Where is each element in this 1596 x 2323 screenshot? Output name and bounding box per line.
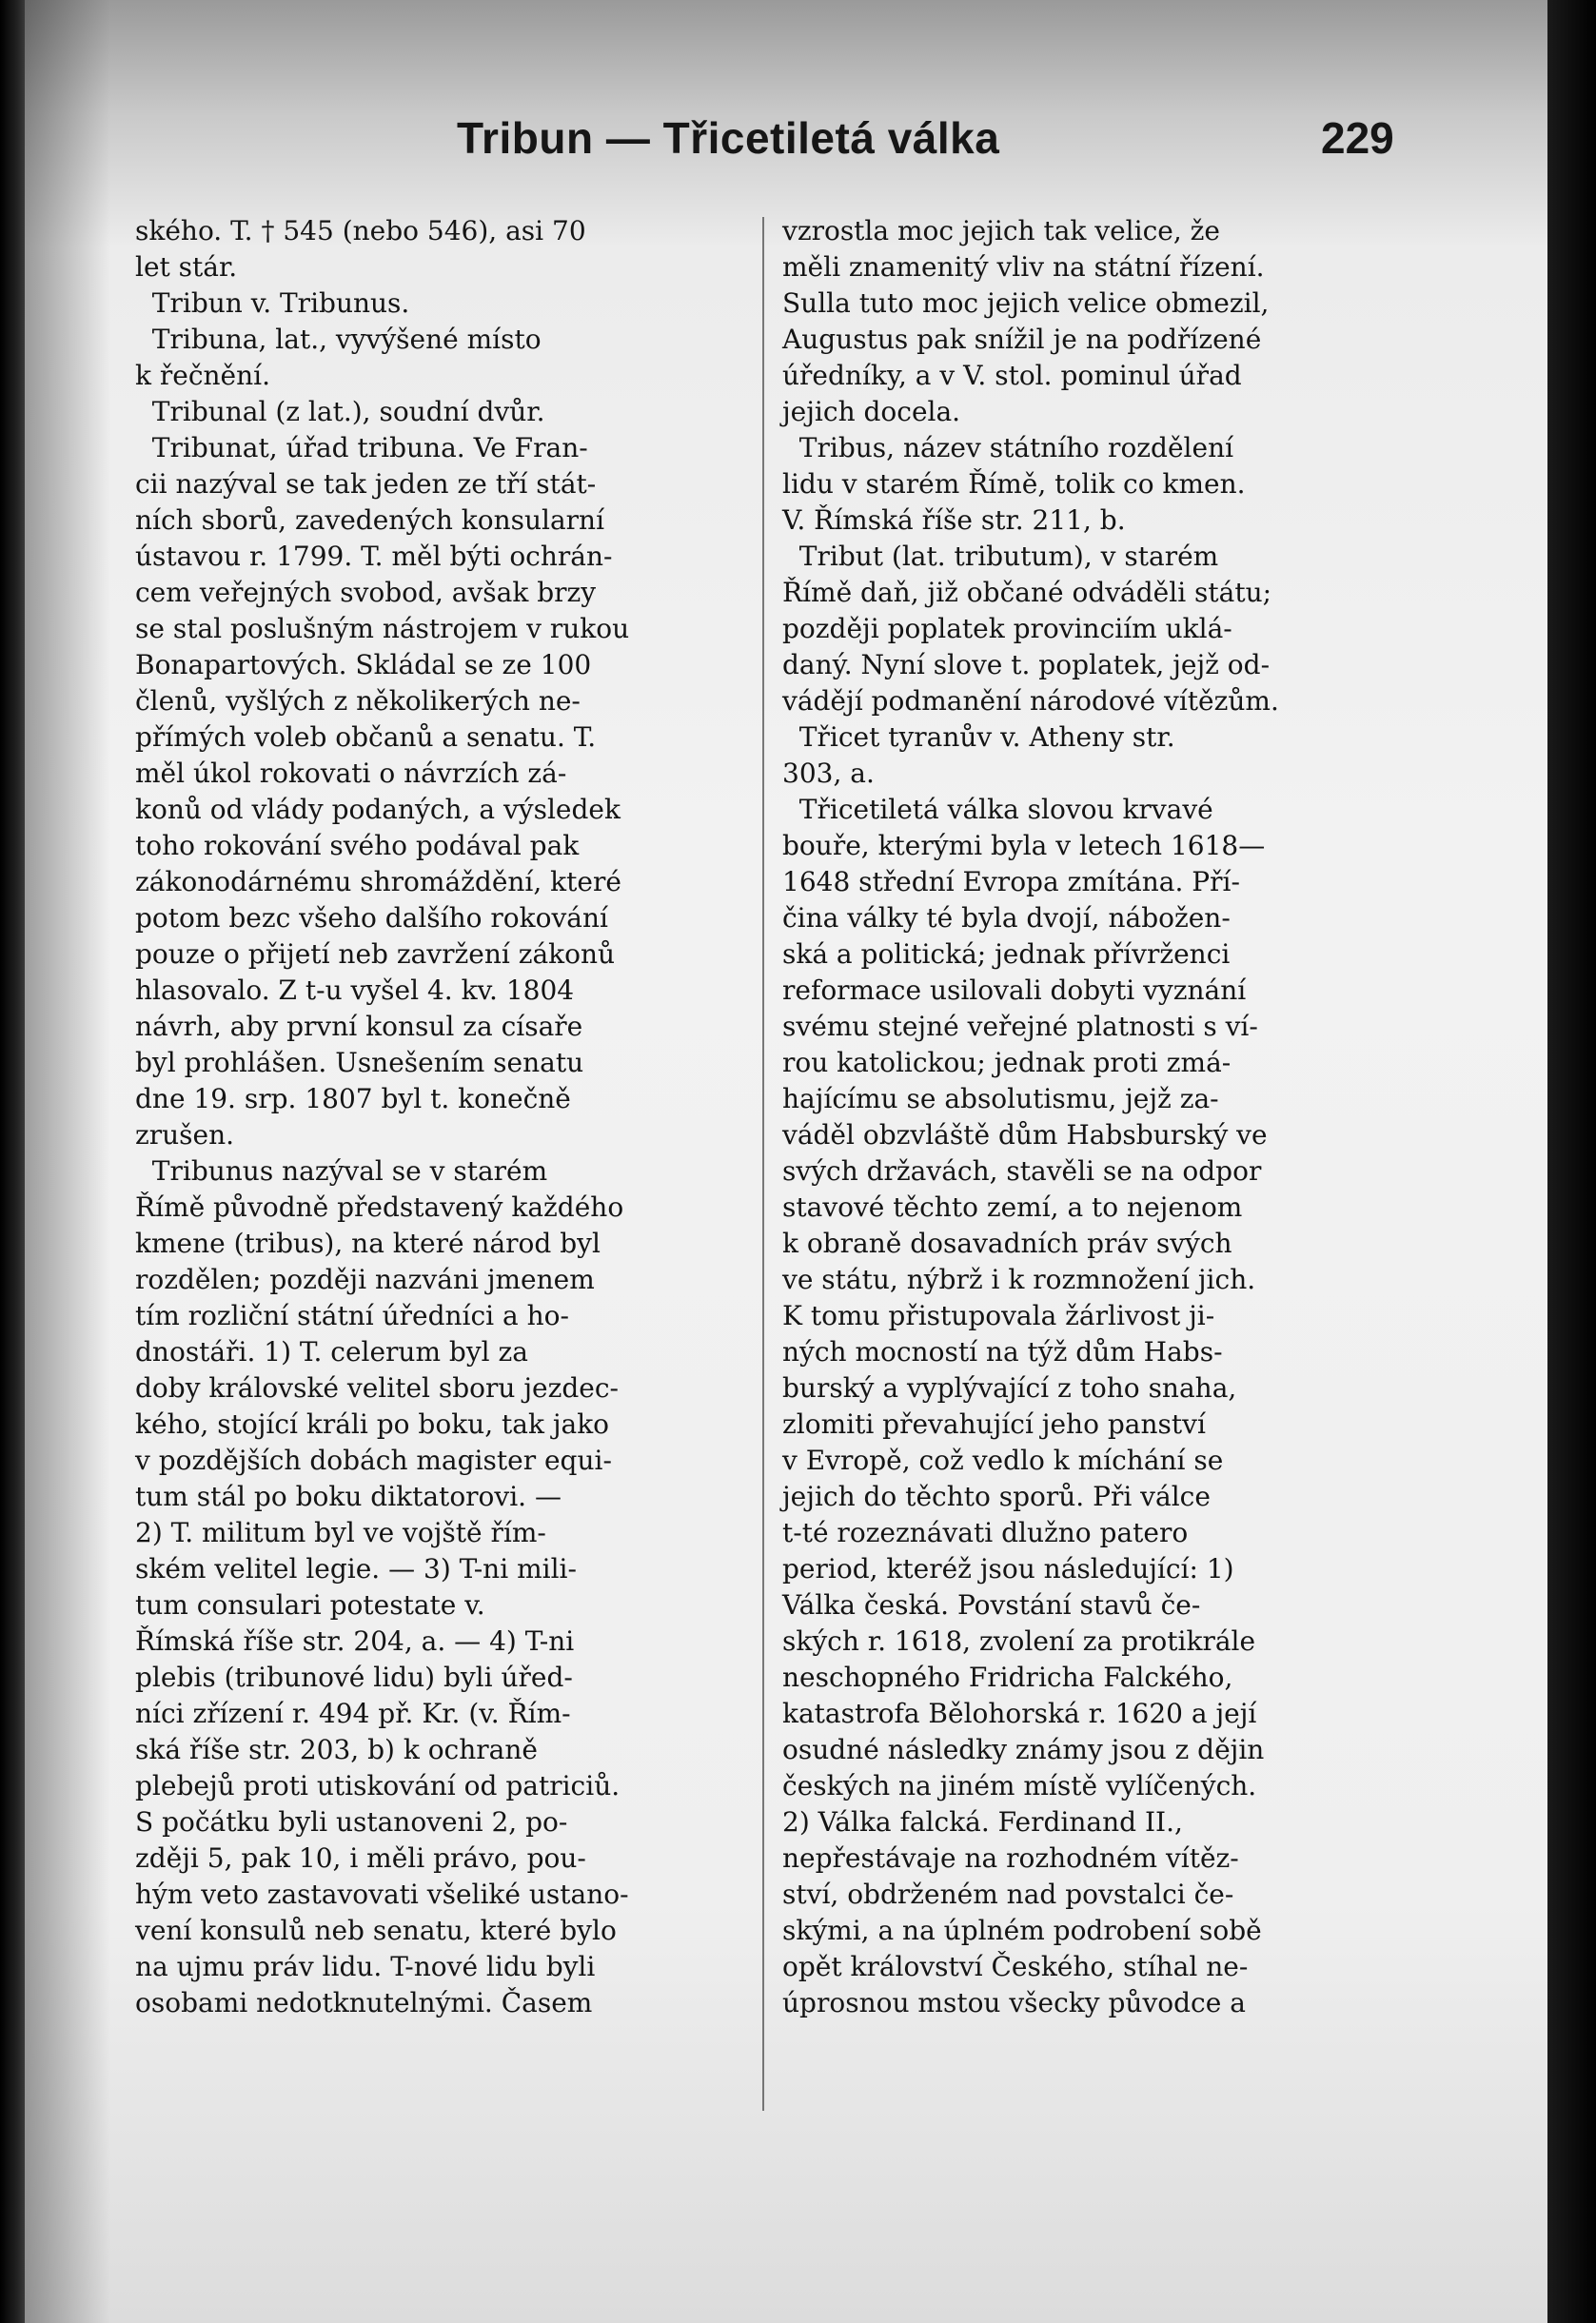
text-line: toho rokování svého podával pak <box>135 830 580 861</box>
text-line: K tomu přistupovala žárlivost ji- <box>782 1300 1215 1331</box>
text-line: ve státu, nýbrž i k rozmnožení jich. <box>782 1264 1256 1295</box>
text-line: Třicet tyranův v. Atheny str. <box>782 721 1175 753</box>
left-text-column <box>135 213 763 2021</box>
text-line: návrh, aby první konsul za císaře <box>135 1011 583 1042</box>
text-line: tum stál po boku diktatorovi. — <box>135 1481 562 1512</box>
text-line: českých na jiném místě vylíčených. <box>782 1770 1257 1801</box>
text-line: rozdělen; později nazváni jmenem <box>135 1264 595 1295</box>
text-line: S počátku byli ustanoveni 2, po- <box>135 1806 568 1838</box>
text-line: Římská říše str. 204, a. — 4) T-ni <box>135 1625 575 1657</box>
text-line: svému stejné veřejné platnosti s ví- <box>782 1011 1258 1042</box>
page-gutter-shadow <box>25 0 110 2323</box>
right-text-column <box>782 213 1410 2021</box>
text-line: pouze o přijetí neb zavržení zákonů <box>135 938 616 970</box>
text-line: period, kteréž jsou následující: 1) <box>782 1553 1234 1585</box>
text-line: cem veřejných svobod, avšak brzy <box>135 577 597 608</box>
text-line: kmene (tribus), na které národ byl <box>135 1228 601 1259</box>
text-line: 2) T. militum byl ve vojště řím- <box>135 1517 546 1548</box>
text-line: se stal poslušným nástrojem v rukou <box>135 613 630 644</box>
text-line: let stár. <box>135 251 238 283</box>
text-line: ústavou r. 1799. T. měl býti ochrán- <box>135 541 613 572</box>
text-line: v Evropě, což vedlo k míchání se <box>782 1445 1224 1476</box>
text-line: Augustus pak snížil je na podřízené <box>782 324 1262 355</box>
page-number: 229 <box>1321 113 1394 163</box>
column-divider <box>762 217 764 2111</box>
text-line: měli znamenitý vliv na státní řízení. <box>782 251 1265 283</box>
text-line: lidu v starém Římě, tolik co kmen. <box>782 468 1246 500</box>
text-line: burský a vyplývající z toho snaha, <box>782 1372 1237 1404</box>
text-line: Sulla tuto moc jejich velice obmezil, <box>782 287 1270 319</box>
text-line: t-té rozeznávati dlužno patero <box>782 1517 1189 1548</box>
scan-border-right <box>1547 0 1596 2323</box>
text-line: 2) Válka falcká. Ferdinand II., <box>782 1806 1183 1838</box>
text-line: Tribunus nazýval se v starém <box>135 1155 548 1187</box>
text-line: stavové těchto zemí, a to nejenom <box>782 1191 1243 1223</box>
text-line: hlasovalo. Z t-u vyšel 4. kv. 1804 <box>135 974 575 1006</box>
text-line: neschopného Fridricha Falckého, <box>782 1662 1233 1693</box>
text-line: doby královské velitel sboru jezdec- <box>135 1372 619 1404</box>
text-line: Tribun v. Tribunus. <box>135 287 410 319</box>
text-line: ných mocností na týž dům Habs- <box>782 1336 1223 1368</box>
text-line: níci zřízení r. 494 př. Kr. (v. Řím- <box>135 1698 571 1729</box>
running-header: Tribun — Třicetiletá válka <box>457 113 1000 163</box>
text-line: Tribunal (z lat.), soudní dvůr. <box>135 396 545 427</box>
text-line: reformace usilovali dobyti vyznání <box>782 974 1247 1006</box>
text-line: hajícímu se absolutismu, jejž za- <box>782 1083 1219 1114</box>
text-line: tím rozliční státní úředníci a ho- <box>135 1300 569 1331</box>
text-line: měl úkol rokovati o návrzích zá- <box>135 758 567 789</box>
text-line: úprosnou mstou všecky původce a <box>782 1987 1246 2018</box>
text-line: ském velitel legie. — 3) T-ni mili- <box>135 1553 577 1585</box>
text-line: dnostáři. 1) T. celerum byl za <box>135 1336 528 1368</box>
text-line: ních sborů, zavedených konsularní <box>135 504 605 536</box>
text-line: zrušen. <box>135 1119 235 1151</box>
text-line: 303, a. <box>782 758 875 789</box>
text-line: později poplatek provinciím uklá- <box>782 613 1232 644</box>
text-line: osudné následky známy jsou z dějin <box>782 1734 1265 1765</box>
text-line: v pozdějších dobách magister equi- <box>135 1445 612 1476</box>
text-line: osobami nedotknutelnými. Časem <box>135 1987 593 2018</box>
text-line: Římě původně představený každého <box>135 1191 624 1223</box>
text-line: vení konsulů neb senatu, které bylo <box>135 1915 617 1946</box>
text-line: potom bezc všeho dalšího rokování <box>135 902 608 934</box>
scan-border-left <box>0 0 25 2323</box>
text-line: hým veto zastavovati všeliké ustano- <box>135 1879 629 1910</box>
text-line: váděl obzvláště dům Habsburský ve <box>782 1119 1268 1151</box>
text-line: ských r. 1618, zvolení za protikrále <box>782 1625 1256 1657</box>
text-line: plebejů proti utiskování od patriciů. <box>135 1770 621 1801</box>
text-line: dne 19. srp. 1807 byl t. konečně <box>135 1083 571 1114</box>
text-line: čina války té byla dvojí, nábožen- <box>782 902 1231 934</box>
text-line: daný. Nyní slove t. poplatek, jejž od- <box>782 649 1271 680</box>
text-line: ská říše str. 203, b) k ochraně <box>135 1734 538 1765</box>
text-line: členů, vyšlých z několikerých ne- <box>135 685 581 717</box>
text-line: tum consulari potestate v. <box>135 1589 485 1621</box>
text-line: Tribut (lat. tributum), v starém <box>782 541 1219 572</box>
text-line: zlomiti převahující jeho panství <box>782 1408 1206 1440</box>
text-line: cii nazýval se tak jeden ze tří stát- <box>135 468 597 500</box>
text-line: zději 5, pak 10, i měli právo, pou- <box>135 1842 586 1874</box>
text-line: zákonodárnému shromáždění, které <box>135 866 621 897</box>
text-line: nepřestávaje na rozhodném vítěz- <box>782 1842 1239 1874</box>
text-line: byl prohlášen. Usnešením senatu <box>135 1047 584 1078</box>
text-line: přímých voleb občanů a senatu. T. <box>135 721 597 753</box>
text-line: jejich do těchto sporů. Při válce <box>782 1481 1211 1512</box>
text-line: k obraně dosavadních práv svých <box>782 1228 1232 1259</box>
text-line: jejich docela. <box>782 396 961 427</box>
text-line: Bonapartových. Skládal se ze 100 <box>135 649 592 680</box>
text-line: katastrofa Bělohorská r. 1620 a její <box>782 1698 1257 1729</box>
text-line: Třicetiletá válka slovou krvavé <box>782 794 1213 825</box>
text-line: skými, a na úplném podrobení sobě <box>782 1915 1262 1946</box>
text-line: ského. T. † 545 (nebo 546), asi 70 <box>135 215 586 246</box>
text-line: Římě daň, již občané odváděli státu; <box>782 577 1272 608</box>
text-line: rou katolickou; jednak proti zmá- <box>782 1047 1231 1078</box>
text-line: ství, obdrženém nad povstalci če- <box>782 1879 1234 1910</box>
text-line: na ujmu práv lidu. T-nové lidu byli <box>135 1951 596 1982</box>
text-line: Tribuna, lat., vyvýšené místo <box>135 324 542 355</box>
text-line: konů od vlády podaných, a výsledek <box>135 794 621 825</box>
text-line: ská a politická; jednak přívrženci <box>782 938 1231 970</box>
text-line: 1648 střední Evropa zmítána. Pří- <box>782 866 1240 897</box>
text-line: V. Římská říše str. 211, b. <box>782 504 1126 536</box>
text-line: Tribus, název státního rozdělení <box>782 432 1234 463</box>
text-line: Tribunat, úřad tribuna. Ve Fran- <box>135 432 588 463</box>
text-line: kého, stojící králi po boku, tak jako <box>135 1408 610 1440</box>
text-line: svých državách, stavěli se na odpor <box>782 1155 1262 1187</box>
text-line: bouře, kterými byla v letech 1618— <box>782 830 1266 861</box>
text-line: vádějí podmanění národové vítězům. <box>782 685 1279 717</box>
text-line: Válka česká. Povstání stavů če- <box>782 1589 1201 1621</box>
text-line: opět království Českého, stíhal ne- <box>782 1951 1249 1982</box>
text-line: plebis (tribunové lidu) byli úřed- <box>135 1662 573 1693</box>
text-line: k řečnění. <box>135 360 270 391</box>
text-line: úředníky, a v V. stol. pominul úřad <box>782 360 1242 391</box>
text-line: vzrostla moc jejich tak velice, že <box>782 215 1220 246</box>
